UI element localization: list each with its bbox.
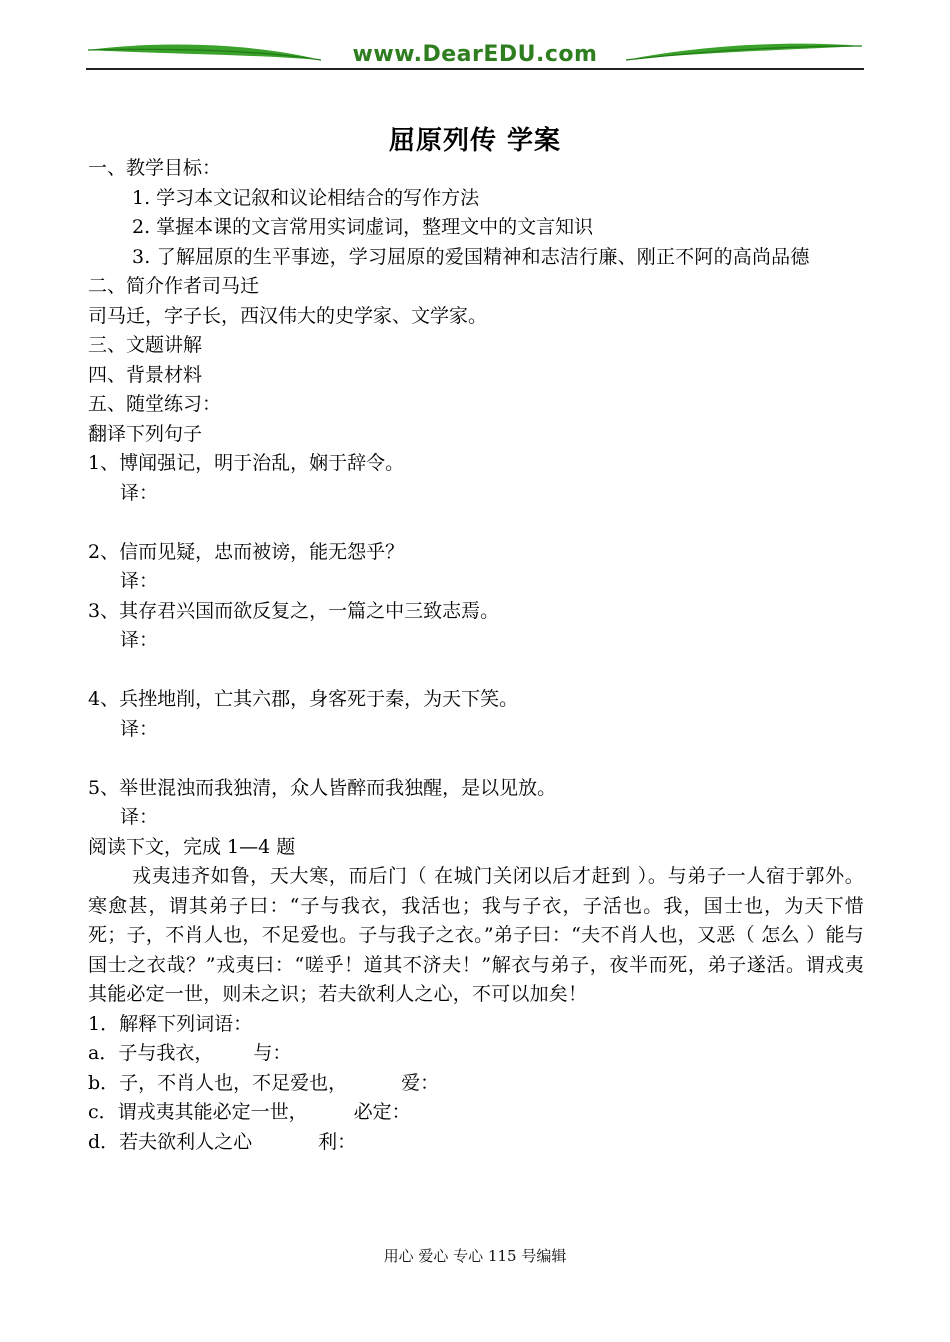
translate-item: 1、博闻强记，明于治乱，娴于辞令。	[88, 452, 405, 474]
vocab-item	[88, 1069, 866, 1099]
translation-label: 译：	[120, 481, 159, 504]
vocab-sentence: d．若夫欲利人之心	[88, 1130, 253, 1153]
author-intro: 司马迁，字子长，西汉伟大的史学家、文学家。	[88, 304, 488, 327]
page-title: 屈原列传 学案	[388, 126, 562, 156]
section-heading-goals: 一、教学目标：	[88, 157, 222, 179]
translation-label: 译：	[120, 570, 159, 592]
vocab-sentence: c．谓戎夷其能必定一世，	[88, 1101, 308, 1123]
section-heading-title: 三、文题讲解	[88, 334, 203, 356]
vocab-item	[88, 1039, 866, 1069]
vocab-sentence: b．子，不肖人也，不足爱也，	[88, 1071, 348, 1094]
question-1: 1．解释下列词语：	[88, 1012, 253, 1035]
goal-item: 2. 掌握本课的文言常用实词虚词，整理文中的文言知识	[132, 216, 594, 238]
page-footer: 用心 爱心 专心 115 号编辑	[383, 1247, 567, 1265]
translate-heading: 翻译下列句子	[88, 422, 203, 445]
header-divider	[86, 68, 864, 70]
document-body	[88, 154, 866, 1157]
translation-label: 译：	[120, 717, 159, 740]
vocab-word: 必定：	[353, 1101, 411, 1123]
section-heading-background: 四、背景材料	[88, 363, 203, 386]
translate-item: 5、举世混浊而我独清，众人皆醉而我独醒，是以见放。	[88, 776, 557, 799]
translation-label: 译：	[120, 806, 159, 828]
goal-item: 1. 学习本文记叙和议论相结合的写作方法	[132, 186, 480, 209]
reading-passage: 戎夷违齐如鲁，天大寒，而后门（ 在城门关闭以后才赶到 ）。与弟子一人宿于郭外。寒愈甚，谓其弟子曰：“子与我衣，我活也；我与子衣，子活也。我，国士也，为天下惜死；子，不肖人也，不足爱也。子与我子之衣。”弟子曰：“夫不肖人也，又恶（ 怎么 ）能与国士之衣哉？”戎夷曰：“嗟乎！道其不济夫！”解衣与弟子，夜半而死，弟子遂活。谓戎夷其能必定一世，则未之识；若夫欲利人之心，不可以加矣！	[88, 865, 864, 1005]
vocab-item	[88, 1098, 866, 1128]
translate-item: 3、其存君兴国而欲反复之，一篇之中三致志焉。	[88, 599, 500, 622]
vocab-word: 利：	[318, 1130, 357, 1153]
vocab-word: 爱：	[401, 1071, 440, 1094]
goal-item: 3. 了解屈原的生平事迹，学习屈原的爱国精神和志洁行廉、刚正不阿的高尚品德	[132, 245, 810, 268]
page-header	[86, 38, 864, 72]
site-logo[interactable]: www.DearEDU.com	[352, 42, 598, 67]
section-heading-exercise: 五、随堂练习：	[88, 393, 222, 415]
reading-heading: 阅读下文，完成 1—4 题	[88, 835, 296, 858]
vocab-item	[88, 1128, 866, 1158]
translate-item: 4、兵挫地削，亡其六郡，身客死于秦，为天下笑。	[88, 688, 519, 710]
translation-label: 译：	[120, 629, 159, 651]
vocab-word: 与：	[253, 1042, 292, 1064]
translate-item: 2、信而见疑，忠而被谤，能无怨乎？	[88, 540, 405, 563]
vocab-sentence: a．子与我衣，	[88, 1042, 214, 1064]
section-heading-author: 二、简介作者司马迁	[88, 275, 260, 297]
